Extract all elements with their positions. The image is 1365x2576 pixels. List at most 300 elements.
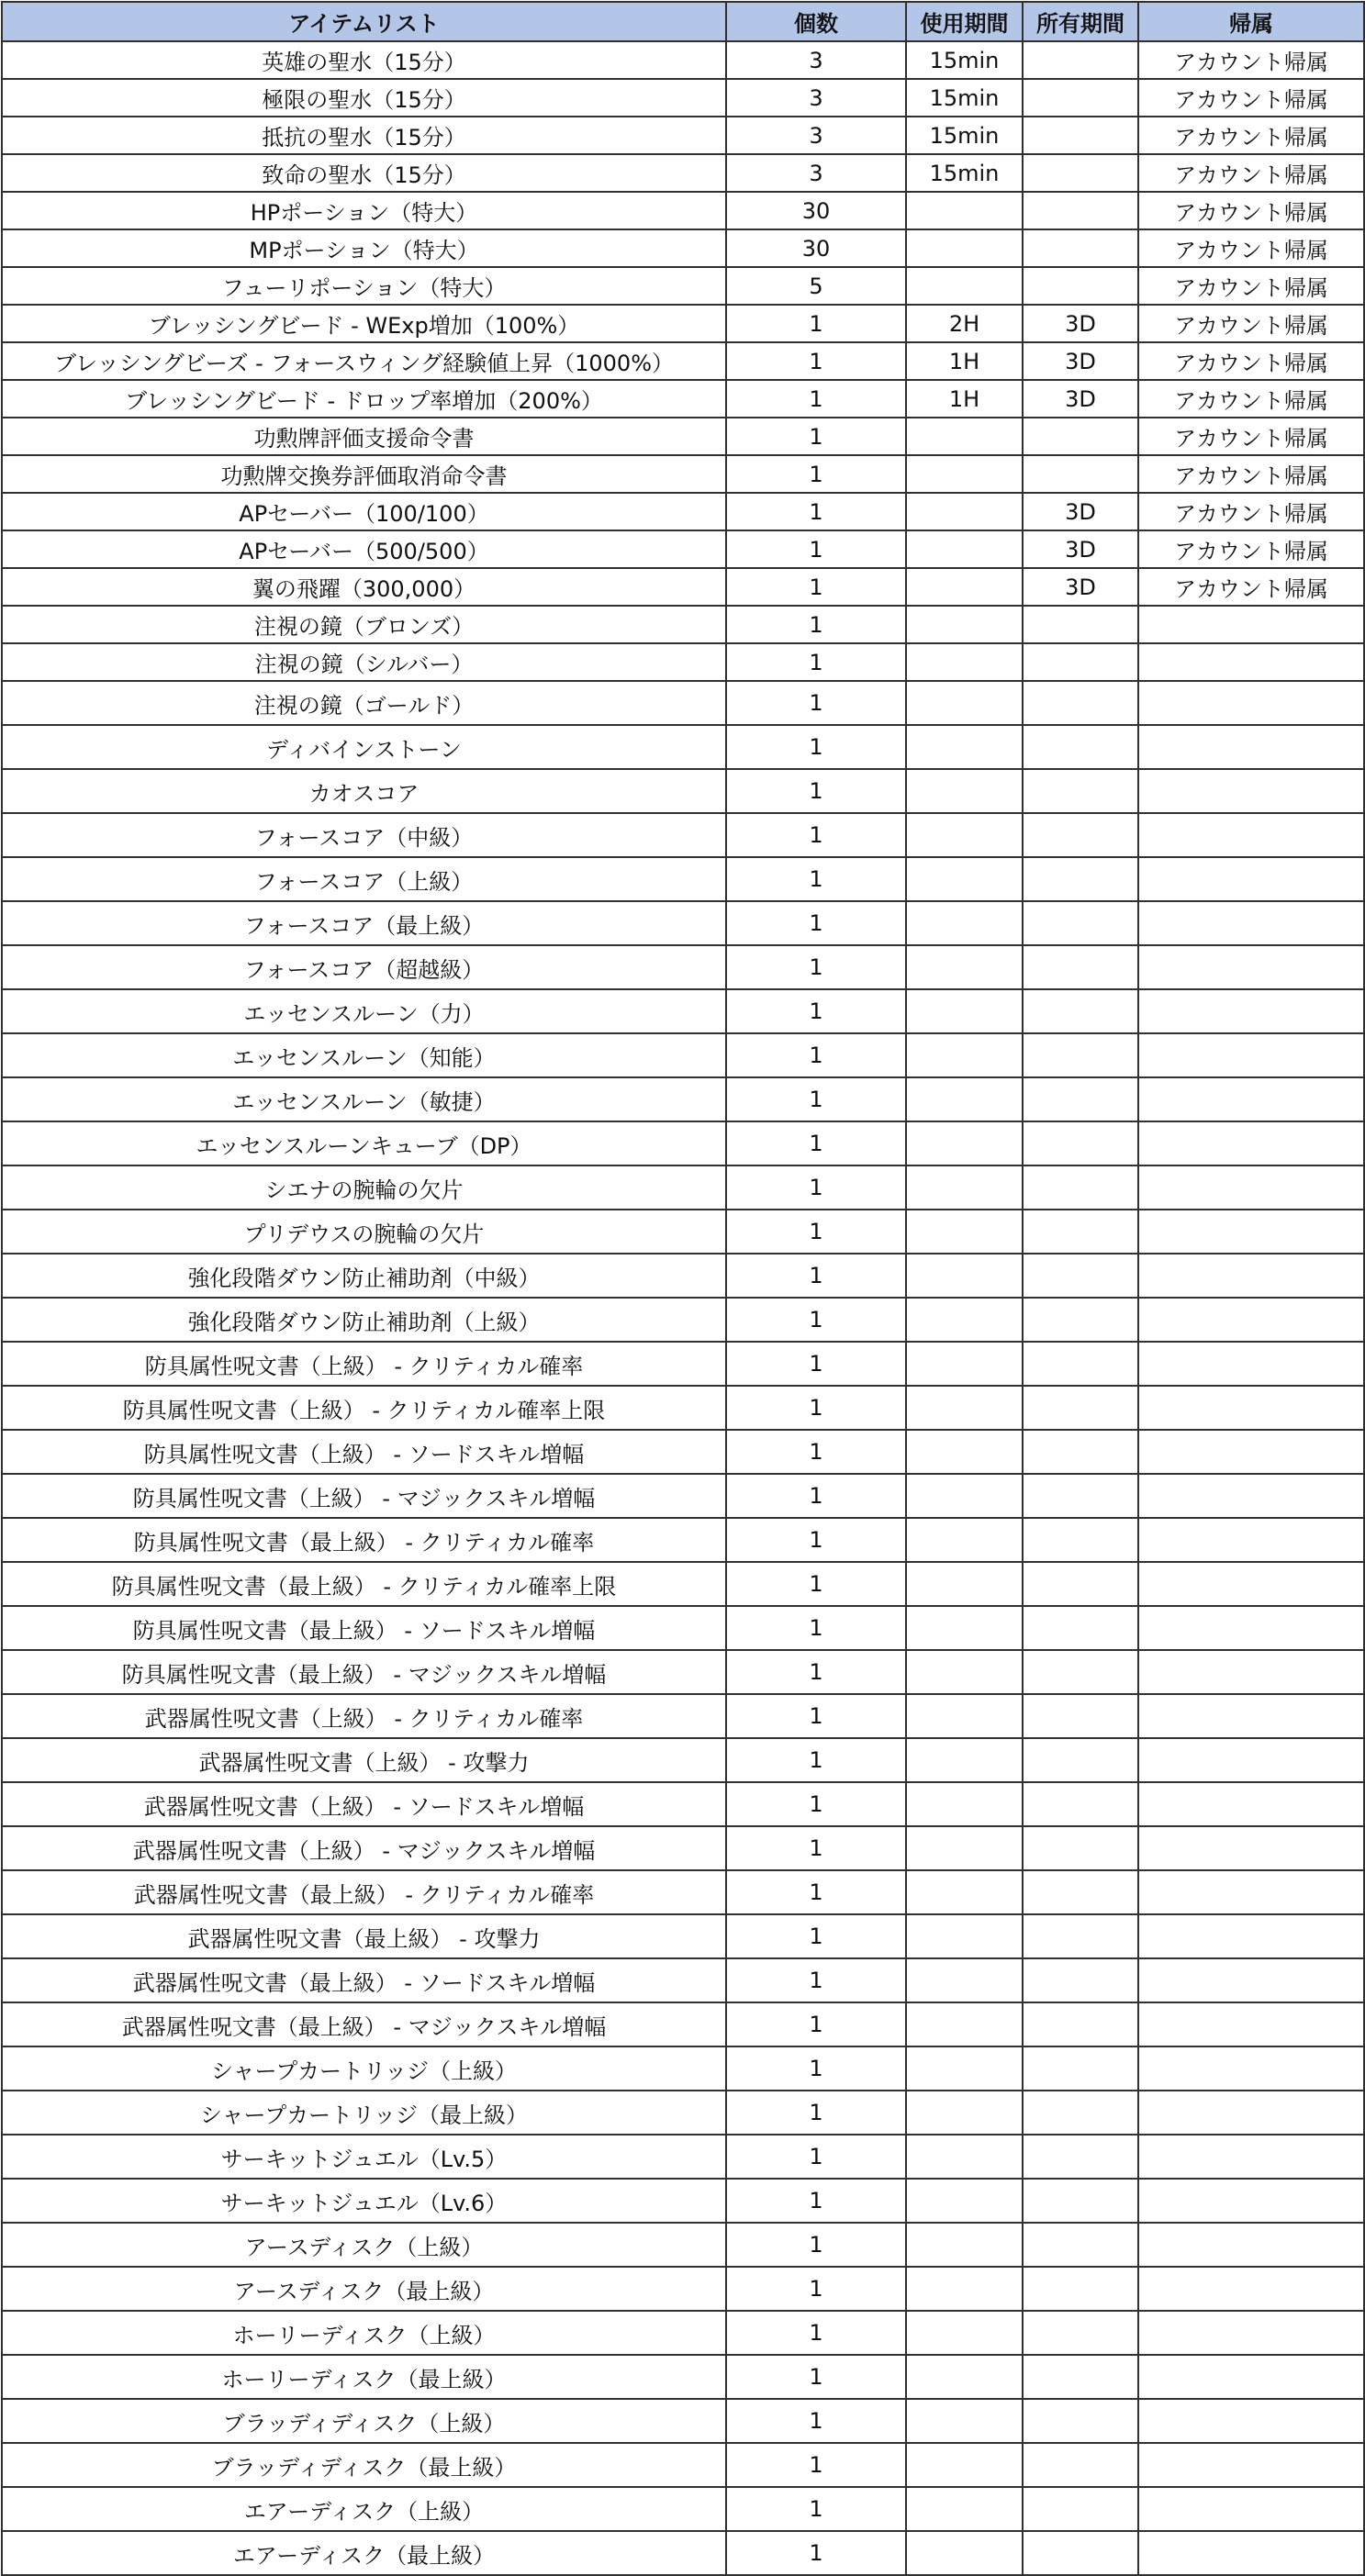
usage-period-cell [906,681,1023,725]
usage-period-cell [906,1210,1023,1254]
ownership-period-cell [1023,418,1138,455]
item-name-cell: APセーバー（100/100） [2,493,726,530]
item-name-cell: アースディスク（最上級） [2,2267,726,2311]
table-row [2,901,1364,945]
binding-cell [1138,2311,1364,2355]
ownership-period-cell [1023,229,1138,267]
table-row [2,2135,1364,2179]
binding-cell [1138,989,1364,1033]
ownership-period-cell [1023,606,1138,643]
quantity-cell: 1 [726,1826,906,1870]
binding-cell [1138,2399,1364,2443]
ownership-period-cell [1023,681,1138,725]
item-name-cell: サーキットジュエル（Lv.6） [2,2179,726,2223]
usage-period-cell [906,229,1023,267]
ownership-period-cell [1023,857,1138,901]
table-row [2,1782,1364,1826]
ownership-period-cell [1023,1650,1138,1694]
usage-period-cell [906,418,1023,455]
table-row [2,1342,1364,1386]
binding-cell [1138,1782,1364,1826]
binding-cell: アカウント帰属 [1138,117,1364,154]
binding-cell [1138,1165,1364,1210]
quantity-cell: 1 [726,1430,906,1474]
item-name-cell: 防具属性呪文書（上級） - クリティカル確率 [2,1342,726,1386]
item-name-cell: 武器属性呪文書（最上級） - クリティカル確率 [2,1870,726,1914]
table-row [2,305,1364,342]
usage-period-cell [906,1386,1023,1430]
ownership-period-cell [1023,1165,1138,1210]
binding-cell: アカウント帰属 [1138,305,1364,342]
item-name-cell: フォースコア（最上級） [2,901,726,945]
usage-period-cell [906,192,1023,229]
item-name-cell: ホーリーディスク（上級） [2,2311,726,2355]
ownership-period-cell [1023,2487,1138,2531]
table-row [2,2267,1364,2311]
table-row [2,945,1364,989]
binding-cell [1138,1694,1364,1738]
binding-cell [1138,681,1364,725]
quantity-cell: 1 [726,945,906,989]
binding-cell [1138,2267,1364,2311]
binding-cell [1138,2531,1364,2575]
usage-period-cell [906,1518,1023,1562]
item-name-cell: 武器属性呪文書（最上級） - ソードスキル増幅 [2,1958,726,2002]
binding-cell [1138,1077,1364,1121]
usage-period-cell [906,1738,1023,1782]
quantity-cell: 1 [726,568,906,606]
ownership-period-cell: 3D [1023,342,1138,380]
table-row [2,2399,1364,2443]
usage-period-cell [906,989,1023,1033]
usage-period-cell [906,2443,1023,2487]
binding-cell [1138,1121,1364,1165]
usage-period-cell [906,2002,1023,2046]
quantity-cell: 1 [726,2091,906,2135]
ownership-period-cell [1023,1342,1138,1386]
ownership-period-cell [1023,2267,1138,2311]
quantity-cell: 1 [726,2355,906,2399]
table-row [2,1518,1364,1562]
table-body [2,41,1364,2575]
quantity-cell: 1 [726,681,906,725]
item-name-cell: 防具属性呪文書（最上級） - マジックスキル増幅 [2,1650,726,1694]
binding-cell [1138,1650,1364,1694]
binding-cell [1138,1826,1364,1870]
item-name-cell: 武器属性呪文書（上級） - 攻撃力 [2,1738,726,1782]
table-row [2,2355,1364,2399]
item-name-cell: 防具属性呪文書（上級） - マジックスキル増幅 [2,1474,726,1518]
usage-period-cell: 2H [906,305,1023,342]
table-row [2,1474,1364,1518]
usage-period-cell [906,1826,1023,1870]
binding-cell [1138,2355,1364,2399]
item-name-cell: サーキットジュエル（Lv.5） [2,2135,726,2179]
item-name-cell: 功勲牌評価支援命令書 [2,418,726,455]
ownership-period-cell [1023,1386,1138,1430]
ownership-period-cell [1023,1914,1138,1958]
quantity-cell: 3 [726,41,906,79]
ownership-period-cell [1023,267,1138,305]
usage-period-cell [906,1430,1023,1474]
ownership-period-cell: 3D [1023,568,1138,606]
ownership-period-cell [1023,1958,1138,2002]
binding-cell: アカウント帰属 [1138,380,1364,418]
usage-period-cell [906,455,1023,493]
quantity-cell: 1 [726,901,906,945]
usage-period-cell [906,1562,1023,1606]
usage-period-cell [906,2399,1023,2443]
table-row [2,989,1364,1033]
item-name-cell: ディバインストーン [2,725,726,769]
table-row [2,1562,1364,1606]
usage-period-cell [906,1342,1023,1386]
item-name-cell: プリデウスの腕輪の欠片 [2,1210,726,1254]
quantity-cell: 1 [726,2046,906,2091]
table-row [2,568,1364,606]
usage-period-cell [906,2355,1023,2399]
quantity-cell: 3 [726,79,906,117]
usage-period-cell [906,1298,1023,1342]
quantity-cell: 1 [726,2443,906,2487]
quantity-cell: 1 [726,1738,906,1782]
ownership-period-cell [1023,813,1138,857]
ownership-period-cell [1023,2135,1138,2179]
ownership-period-cell [1023,1606,1138,1650]
item-name-cell: エアーディスク（最上級） [2,2531,726,2575]
binding-cell [1138,606,1364,643]
binding-cell: アカウント帰属 [1138,267,1364,305]
quantity-cell: 30 [726,192,906,229]
table-row [2,342,1364,380]
item-name-cell: エッセンスルーンキューブ（DP） [2,1121,726,1165]
ownership-period-cell [1023,1430,1138,1474]
usage-period-cell [906,1958,1023,2002]
quantity-cell: 1 [726,1782,906,1826]
quantity-cell: 1 [726,1298,906,1342]
quantity-cell: 1 [726,305,906,342]
ownership-period-cell [1023,1738,1138,1782]
binding-cell: アカウント帰属 [1138,229,1364,267]
ownership-period-cell [1023,117,1138,154]
binding-cell [1138,1254,1364,1298]
ownership-period-cell [1023,1870,1138,1914]
binding-cell: アカウント帰属 [1138,192,1364,229]
usage-period-cell [906,2091,1023,2135]
quantity-cell: 1 [726,1870,906,1914]
item-name-cell: 強化段階ダウン防止補助剤（上級） [2,1298,726,1342]
usage-period-cell [906,2311,1023,2355]
binding-cell [1138,2135,1364,2179]
quantity-cell: 1 [726,769,906,813]
item-name-cell: HPポーション（特大） [2,192,726,229]
usage-period-cell [906,2046,1023,2091]
header-ownership-period: 所有期間 [1023,2,1138,41]
usage-period-cell [906,1650,1023,1694]
table-row [2,380,1364,418]
usage-period-cell [906,493,1023,530]
usage-period-cell [906,1870,1023,1914]
item-name-cell: ブレッシングビーズ - フォースウィング経験値上昇（1000%） [2,342,726,380]
table-row [2,2046,1364,2091]
table-row [2,1077,1364,1121]
usage-period-cell [906,901,1023,945]
usage-period-cell: 15min [906,41,1023,79]
ownership-period-cell: 3D [1023,305,1138,342]
binding-cell [1138,2223,1364,2267]
table-row [2,813,1364,857]
binding-cell [1138,901,1364,945]
binding-cell [1138,945,1364,989]
usage-period-cell [906,1077,1023,1121]
binding-cell [1138,2046,1364,2091]
quantity-cell: 1 [726,530,906,568]
binding-cell [1138,1562,1364,1606]
table-row [2,1210,1364,1254]
item-name-cell: 防具属性呪文書（最上級） - クリティカル確率上限 [2,1562,726,1606]
ownership-period-cell [1023,79,1138,117]
ownership-period-cell [1023,1694,1138,1738]
ownership-period-cell [1023,1782,1138,1826]
item-name-cell: 注視の鏡（ブロンズ） [2,606,726,643]
item-name-cell: 注視の鏡（シルバー） [2,643,726,681]
binding-cell [1138,1210,1364,1254]
table-row [2,643,1364,681]
table-row [2,681,1364,725]
item-name-cell: ブラッディディスク（最上級） [2,2443,726,2487]
quantity-cell: 1 [726,2487,906,2531]
table-row [2,2487,1364,2531]
item-name-cell: 武器属性呪文書（上級） - マジックスキル増幅 [2,1826,726,1870]
binding-cell: アカウント帰属 [1138,342,1364,380]
header-quantity: 個数 [726,2,906,41]
table-row [2,1033,1364,1077]
quantity-cell: 30 [726,229,906,267]
binding-cell [1138,2487,1364,2531]
table-row [2,418,1364,455]
ownership-period-cell [1023,643,1138,681]
quantity-cell: 1 [726,1650,906,1694]
table-row [2,1826,1364,1870]
ownership-period-cell [1023,1298,1138,1342]
usage-period-cell [906,725,1023,769]
ownership-period-cell [1023,945,1138,989]
usage-period-cell [906,1606,1023,1650]
usage-period-cell [906,769,1023,813]
item-name-cell: エッセンスルーン（敏捷） [2,1077,726,1121]
usage-period-cell [906,267,1023,305]
item-name-cell: ホーリーディスク（最上級） [2,2355,726,2399]
item-name-cell: シャープカートリッジ（上級） [2,2046,726,2091]
item-name-cell: 抵抗の聖水（15分） [2,117,726,154]
item-name-cell: 防具属性呪文書（最上級） - ソードスキル増幅 [2,1606,726,1650]
item-name-cell: 翼の飛躍（300,000） [2,568,726,606]
ownership-period-cell [1023,1210,1138,1254]
binding-cell [1138,643,1364,681]
quantity-cell: 1 [726,1694,906,1738]
usage-period-cell [906,1914,1023,1958]
binding-cell: アカウント帰属 [1138,154,1364,192]
item-name-cell: エッセンスルーン（力） [2,989,726,1033]
binding-cell: アカウント帰属 [1138,41,1364,79]
ownership-period-cell [1023,1518,1138,1562]
binding-cell: アカウント帰属 [1138,530,1364,568]
item-name-cell: 防具属性呪文書（上級） - ソードスキル増幅 [2,1430,726,1474]
item-name-cell: 武器属性呪文書（上級） - クリティカル確率 [2,1694,726,1738]
item-name-cell: 武器属性呪文書（最上級） - マジックスキル増幅 [2,2002,726,2046]
item-name-cell: エッセンスルーン（知能） [2,1033,726,1077]
usage-period-cell [906,2531,1023,2575]
table-row [2,2091,1364,2135]
item-name-cell: エアーディスク（上級） [2,2487,726,2531]
quantity-cell: 1 [726,455,906,493]
usage-period-cell [906,2135,1023,2179]
quantity-cell: 1 [726,643,906,681]
binding-cell [1138,1474,1364,1518]
binding-cell [1138,769,1364,813]
table-row [2,117,1364,154]
table-row [2,1165,1364,1210]
table-row [2,1254,1364,1298]
usage-period-cell [906,568,1023,606]
usage-period-cell [906,1694,1023,1738]
item-name-cell: シャープカートリッジ（最上級） [2,2091,726,2135]
ownership-period-cell: 3D [1023,493,1138,530]
quantity-cell: 3 [726,154,906,192]
usage-period-cell [906,1121,1023,1165]
table-row [2,1694,1364,1738]
usage-period-cell [906,2223,1023,2267]
ownership-period-cell [1023,1077,1138,1121]
header-row [2,2,1364,41]
ownership-period-cell [1023,41,1138,79]
ownership-period-cell [1023,769,1138,813]
binding-cell [1138,2443,1364,2487]
quantity-cell: 1 [726,1121,906,1165]
binding-cell [1138,725,1364,769]
table-row [2,2531,1364,2575]
item-name-cell: アースディスク（上級） [2,2223,726,2267]
item-name-cell: シエナの腕輪の欠片 [2,1165,726,1210]
table-row [2,2311,1364,2355]
item-list-table [1,1,1365,2576]
binding-cell [1138,1430,1364,1474]
usage-period-cell [906,857,1023,901]
item-name-cell: 防具属性呪文書（上級） - クリティカル確率上限 [2,1386,726,1430]
item-name-cell: 功勲牌交換券評価取消命令書 [2,455,726,493]
table-row [2,2002,1364,2046]
table-row [2,606,1364,643]
ownership-period-cell: 3D [1023,380,1138,418]
ownership-period-cell [1023,2046,1138,2091]
table-row [2,1386,1364,1430]
ownership-period-cell [1023,192,1138,229]
quantity-cell: 1 [726,418,906,455]
header-item-list: アイテムリスト [2,2,726,41]
table-row [2,1738,1364,1782]
ownership-period-cell [1023,2531,1138,2575]
ownership-period-cell [1023,2399,1138,2443]
usage-period-cell [906,1782,1023,1826]
ownership-period-cell [1023,901,1138,945]
binding-cell [1138,857,1364,901]
binding-cell [1138,1738,1364,1782]
usage-period-cell: 1H [906,380,1023,418]
ownership-period-cell [1023,154,1138,192]
quantity-cell: 1 [726,1033,906,1077]
item-name-cell: 注視の鏡（ゴールド） [2,681,726,725]
ownership-period-cell: 3D [1023,530,1138,568]
binding-cell: アカウント帰属 [1138,568,1364,606]
usage-period-cell: 15min [906,79,1023,117]
table-row [2,192,1364,229]
item-name-cell: フューリポーション（特大） [2,267,726,305]
binding-cell [1138,1914,1364,1958]
table-row [2,41,1364,79]
item-name-cell: APセーバー（500/500） [2,530,726,568]
ownership-period-cell [1023,1121,1138,1165]
table-row [2,1606,1364,1650]
table-row [2,725,1364,769]
quantity-cell: 1 [726,2267,906,2311]
ownership-period-cell [1023,1826,1138,1870]
binding-cell [1138,1958,1364,2002]
quantity-cell: 1 [726,1518,906,1562]
usage-period-cell [906,1033,1023,1077]
binding-cell: アカウント帰属 [1138,493,1364,530]
usage-period-cell: 15min [906,154,1023,192]
usage-period-cell: 15min [906,117,1023,154]
usage-period-cell [906,945,1023,989]
table-row [2,1430,1364,1474]
usage-period-cell [906,2487,1023,2531]
table-row [2,530,1364,568]
item-name-cell: 強化段階ダウン防止補助剤（中級） [2,1254,726,1298]
table-row [2,229,1364,267]
quantity-cell: 1 [726,1077,906,1121]
quantity-cell: 1 [726,1914,906,1958]
item-name-cell: 防具属性呪文書（最上級） - クリティカル確率 [2,1518,726,1562]
ownership-period-cell [1023,2091,1138,2135]
table-row [2,857,1364,901]
quantity-cell: 1 [726,1958,906,2002]
binding-cell [1138,1606,1364,1650]
table-row [2,455,1364,493]
binding-cell [1138,2091,1364,2135]
ownership-period-cell [1023,1033,1138,1077]
ownership-period-cell [1023,989,1138,1033]
binding-cell [1138,1386,1364,1430]
quantity-cell: 1 [726,1210,906,1254]
quantity-cell: 1 [726,1474,906,1518]
quantity-cell: 1 [726,493,906,530]
usage-period-cell: 1H [906,342,1023,380]
binding-cell [1138,1298,1364,1342]
usage-period-cell [906,606,1023,643]
binding-cell [1138,1870,1364,1914]
ownership-period-cell [1023,1254,1138,1298]
item-name-cell: フォースコア（超越級） [2,945,726,989]
quantity-cell: 1 [726,2135,906,2179]
ownership-period-cell [1023,2311,1138,2355]
quantity-cell: 1 [726,2179,906,2223]
quantity-cell: 1 [726,2311,906,2355]
table-header [2,2,1364,41]
ownership-period-cell [1023,2223,1138,2267]
header-binding: 帰属 [1138,2,1364,41]
table-row [2,2443,1364,2487]
usage-period-cell [906,643,1023,681]
